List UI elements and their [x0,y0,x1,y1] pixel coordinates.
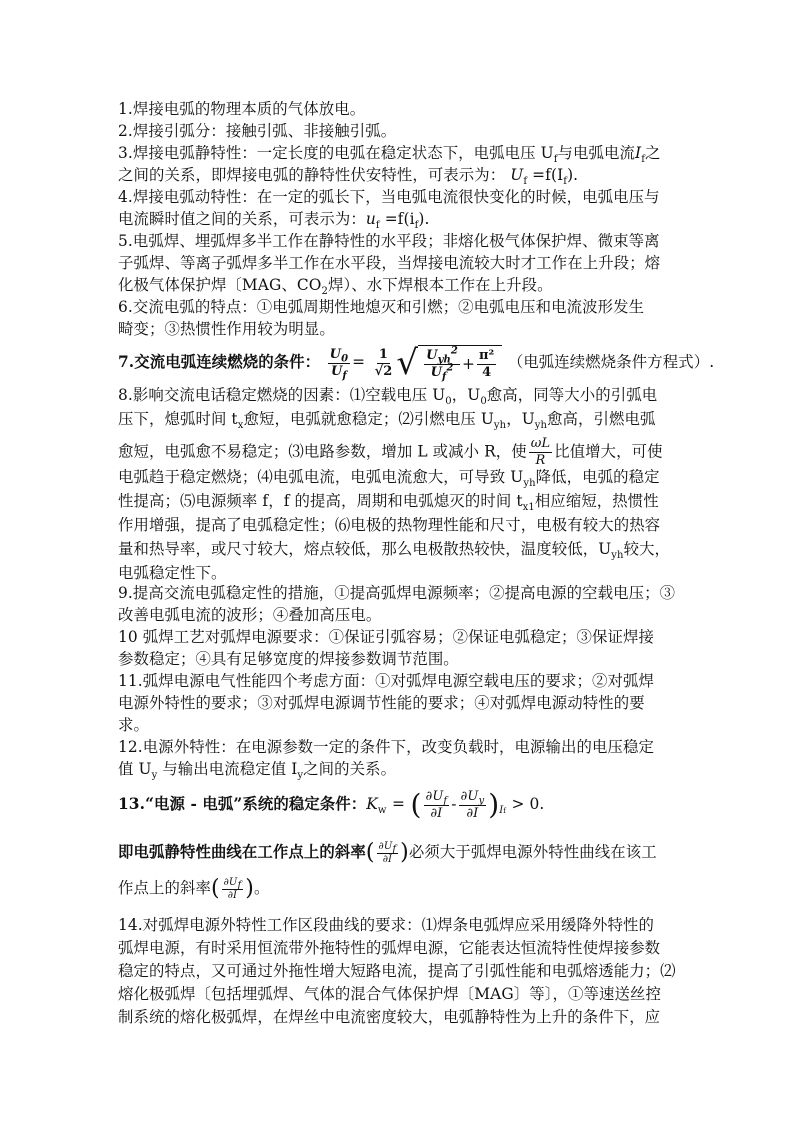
text: 弧焊电源，有时采用恒流带外拖特性的弧焊电源，它能表达恒流特性使焊接参数 [118,939,661,957]
text: 5.电弧焊、埋弧焊多半工作在静特性的水平段；非熔化极气体保护焊、微束等离 [118,232,660,250]
dot: . [424,210,430,228]
text-bold: 即电弧静特性曲线在工作点上的斜率 [118,843,366,861]
text: 3.焊接电弧静特性：一定长度的电弧在稳定状态下，电弧电压 U [118,144,554,162]
text: 愈短，电弧就愈稳定；⑵引燃电压 U [243,410,494,428]
item-4-line-1 [118,186,660,208]
subscript: f [641,154,645,166]
fraction-pi-four: $\frac{\text{π²}}{4}$ [478,348,495,380]
subscript: x [237,420,244,432]
fraction-one-sqrt2: $\frac{1}{√2}$ [374,346,393,379]
text: 2.焊接引弧分：接触引弧、非接触引弧。 [118,122,397,140]
item-4-line-2 [118,208,430,230]
subscript: yh [493,420,507,432]
text: 子弧焊、等离子弧焊多半工作在水平段，当焊接电流较大时才工作在上升段；熔 [118,254,661,272]
text: 性提高；⑸电源频率 f，f 的提高，周期和电弧熄灭的时间 t [118,492,523,510]
formula-text: =f(i [384,210,415,228]
text: 愈高，引燃电弧 [547,410,656,428]
subscript: x1 [522,502,535,514]
item-8-line-2 [118,408,656,430]
item-9-line-2 [118,604,381,626]
text: 电弧趋于稳定燃烧；⑷电弧电流，电弧电流愈大，可导致 U [118,468,524,486]
text: 4.焊接电弧动特性：在一定的弧长下，当电弧电流很快变化的时候，电弧电压与 [118,188,660,206]
text: 7.交流电弧连续燃烧的条件： [118,353,321,371]
subscript: yh [523,478,536,490]
subscript: y [297,770,304,782]
item-3-line-1 [118,142,661,164]
subscript: 0 [480,396,487,408]
text: 12.电源外特性：在电源参数一定的条件下，改变负载时，电源输出的电压稳定 [118,738,654,756]
item-14-line-4 [118,983,661,1005]
item-8-line-6 [118,514,660,536]
text: 电流瞬时值之间的关系，可表示为： [118,210,366,228]
item-1 [118,98,365,120]
subscript: yh [534,420,548,432]
dot: . [573,166,579,184]
subscript: 2 [321,286,328,298]
text: 畸变；③热惯性作用较为明显。 [118,320,335,338]
item-12-line-1 [118,736,654,758]
text: 与电弧电流 [557,144,635,162]
text: 降低，电弧的稳定 [535,468,660,486]
text: 改善电弧电流的波形；④叠加高压电。 [118,606,382,624]
text: （电弧连续燃烧条件方程式）. [507,353,715,371]
text: 8.影响交流电话稳定燃烧的因素：⑴空载电压 U [118,386,446,404]
item-8-line-7 [118,538,670,560]
subscript: f [375,220,380,232]
text: 熔化极弧焊〔包括埋弧焊、气体的混合气体保护焊〔MAG〕等〕，①等速送丝控 [118,985,661,1003]
item-6-line-1 [118,296,644,318]
item-14-line-3 [118,960,676,982]
text: 10 弧焊工艺对弧焊电源要求：①保证引弧容易；②保证电弧稳定；③保证焊接 [118,628,654,646]
item-12-line-2 [118,758,396,780]
subscript: f [563,176,568,188]
symbol-I: I [635,144,642,162]
item-14-line-2 [118,937,660,959]
fraction-duy-di: $\frac{\partial U_y}{\partial I}$ [460,788,485,821]
subscript: f [523,176,528,188]
text: 值 U [118,760,152,778]
item-8-line-3 [118,436,663,469]
text: ，U [506,410,535,428]
fraction-uyh-uf: $\frac{U_{yh}^2}{U_f^2}$ [426,345,458,383]
item-8-line-5 [118,490,659,512]
text: 参数稳定；④具有足够宽度的焊接参数调节范围。 [118,650,459,668]
fraction-du-di: $\frac{\partial U_f}{\partial I}$ [425,788,448,821]
item-5-line-1 [118,230,660,252]
fraction-u0-uf: $\frac{U_0}{U_f}$ [329,346,349,382]
symbol-K: K [366,795,378,813]
subscript: yh [611,550,624,562]
item-11-line-1 [118,670,654,692]
fraction-wl-r: $\frac{\omega L}{R}$ [530,436,551,468]
item-13-line-2: 即电弧静特性曲线在工作点上的斜率( $\frac{\partial U_f}{\partial I}$ )必须大于弧焊电源外特性曲线在该工 [118,840,657,865]
item-10-line-1 [118,626,654,648]
item-10-line-2 [118,648,459,670]
item-3-line-2 [118,164,578,186]
text: 之 [645,144,661,162]
text: 1.焊接电弧的物理本质的气体放电。 [118,100,366,118]
text: 11.弧焊电源电气性能四个考虑方面：①对弧焊电源空载电压的要求；②对弧焊 [118,672,654,690]
symbol-U: U [510,166,524,184]
formula-text: =f(I [532,166,564,184]
item-2 [118,120,396,142]
text: 愈高，同等大小的引弧电 [486,386,658,404]
item-11-line-2 [118,692,645,714]
item-9-line-1 [118,582,675,604]
fraction-duf-di: $\frac{\partial U_f}{\partial I}$ [378,840,397,865]
equals: = [352,353,366,371]
item-8-line-8 [118,562,226,584]
text: 与输出电流稳定值 I [162,760,298,778]
text: 比值增大，可使 [554,442,663,461]
text: 量和热导率，或尺寸较大，熔点较低，那么电极散热较快，温度较低，U [118,540,612,558]
item-11-line-3 [118,714,149,736]
subscript: f [414,220,419,232]
text: 14.对弧焊电源外特性工作区段曲线的要求：⑴焊条电弧焊应采用缓降外特性的 [118,916,654,934]
item-5-line-2 [118,252,660,274]
text: 愈短，电弧愈不易稳定；⑶电路参数，增加 L 或减小 R，使 [118,442,527,461]
text: 稳定的特点，又可通过外拖性增大短路电流，提高了引弧性能和电弧熔透能力；⑵ [118,962,676,980]
item-7-formula [118,344,714,382]
item-5-line-3 [118,274,553,296]
text: 化极气体保护焊〔MAG、CO [118,276,322,294]
subscript: y [151,770,158,782]
text: 制系统的熔化极弧焊，在焊丝中电流密度较大，电弧静特性为上升的条件下，应 [118,1008,661,1026]
text: 必须大于弧焊电源外特性曲线在该工 [408,843,657,861]
text: 焊）、水下焊根本工作在上升段。 [327,276,553,294]
symbol-u: u [365,210,376,228]
item-14-line-5 [118,1006,660,1028]
text: 9.提高交流电弧稳定性的措施，①提高弧焊电源频率；②提高电源的空载电压；③ [118,584,676,602]
text: 求。 [118,716,149,734]
text: 相应缩短，热惯性 [534,492,659,510]
text: 作用增强，提高了电弧稳定性；⑹电极的热物理性能和尺寸，电极有较大的热容 [118,516,661,534]
item-6-line-2 [118,318,335,340]
text: 13.“电源 - 电弧”系统的稳定条件： [118,795,367,813]
item-8-line-4 [118,466,660,488]
subscript: f [553,154,558,166]
item-13-line-3: 作点上的斜率( $\frac{\partial U_f}{\partial I}$ )。 [118,876,270,901]
text: 之间的关系。 [303,760,397,778]
text: ，U [451,386,481,404]
text: 。 [253,879,270,897]
paren: ) [567,166,574,184]
radical-sign: √ [396,343,419,383]
text: 之间的关系，即焊接电弧的静特性伏安特性，可表示为： [118,166,506,184]
text: 电弧稳定性下。 [118,564,227,582]
text: 电源外特性的要求；③对弧焊电源调节性能的要求；④对弧焊电源动特性的要 [118,694,645,712]
sqrt-body: $\frac{U_{yh}^2}{U_f^2}$ + $\frac{\text{π²}}{4}$ [418,345,502,382]
text: 6.交流电弧的特点：①电弧周期性地熄灭和引燃；②电弧电压和电流波形发生 [118,298,645,316]
item-13-formula: 13.“电源 - 电弧”系统的稳定条件：$K_w$ = ( $\frac{\partial U_f}{\partial I}$ - $\frac{\partial U_y}{\partial I}$ )$_{If} > 0$. [118,788,545,821]
subscript: 0 [445,396,452,408]
text: 较大， [623,540,671,558]
fraction-duf-di-2: $\frac{\partial U_f}{\partial I}$ [223,876,242,901]
paren: ) [418,210,425,228]
text: 作点上的斜率 [118,879,211,897]
text: 压下，熄弧时间 t [118,410,238,428]
item-14-line-1 [118,914,654,936]
item-8-line-1 [118,384,657,406]
